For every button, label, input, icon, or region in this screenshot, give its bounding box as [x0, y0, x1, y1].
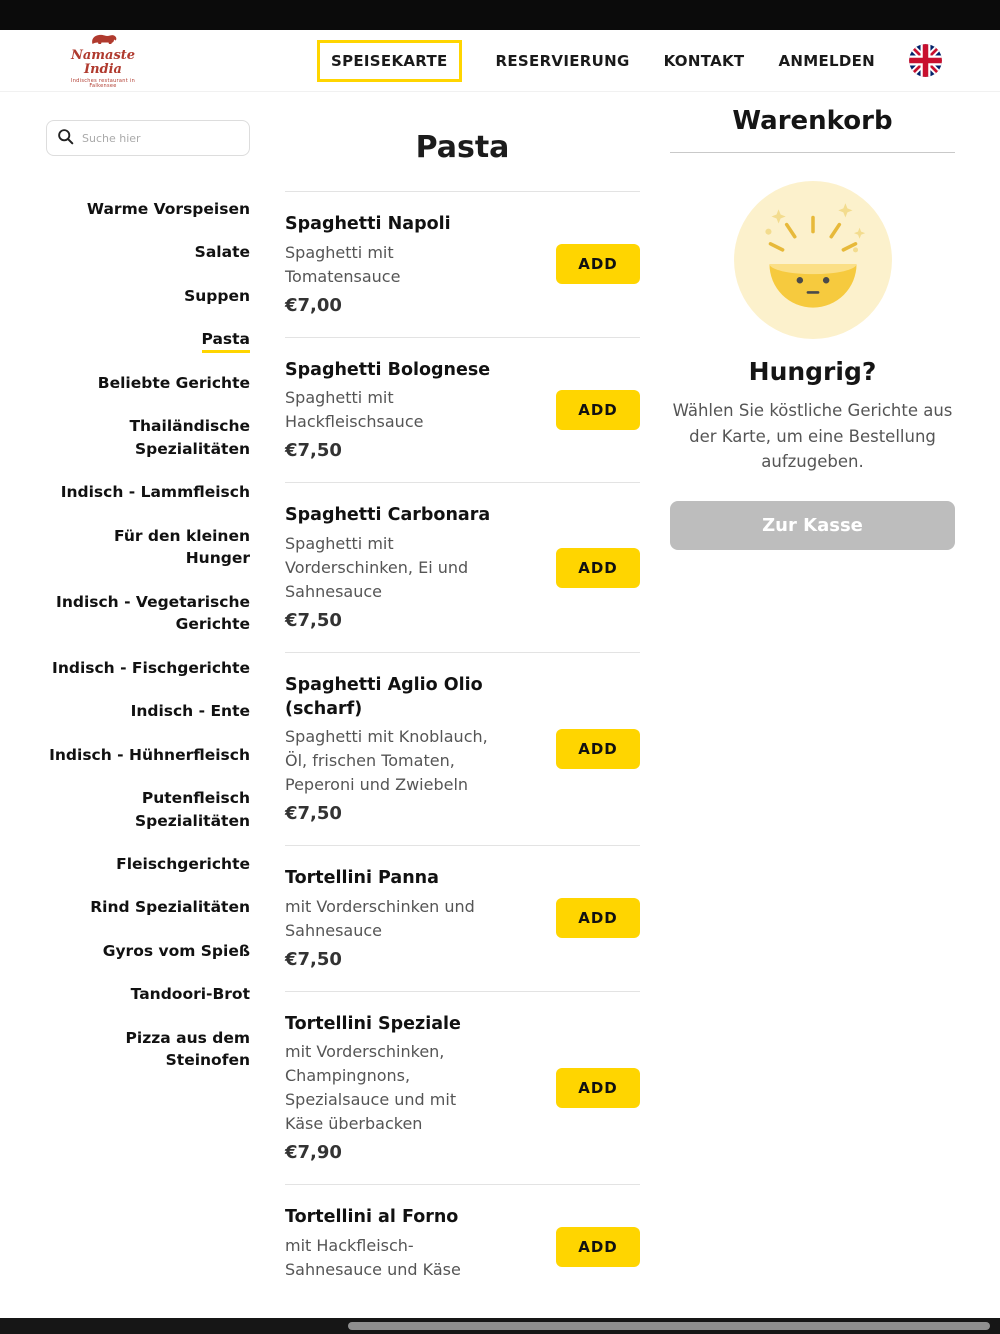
bowl-face-illustration: [732, 179, 894, 341]
restaurant-logo[interactable]: [58, 31, 148, 89]
dish-name: Tortellini Panna: [285, 868, 439, 889]
dish-price: €7,50: [285, 948, 342, 970]
elephant-logo-icon: [58, 31, 148, 49]
dish-price: €7,50: [285, 609, 342, 631]
add-to-cart-button[interactable]: ADD: [556, 1227, 640, 1267]
menu-column: [285, 112, 640, 1309]
dish-price: €7,00: [285, 294, 342, 316]
sidebar-item-indisch-ente[interactable]: Indisch - Ente: [130, 702, 250, 721]
nav-kontakt[interactable]: KONTAKT: [663, 51, 745, 70]
sidebar-item-thailaendische-spezialitaeten[interactable]: Thailändische Spezialitäten: [129, 417, 250, 458]
menu-item-spaghetti-bolognese: [285, 337, 640, 483]
horizontal-scrollbar[interactable]: [0, 1318, 1000, 1334]
dish-description: Spaghetti mit Hackfleischsauce: [285, 388, 424, 432]
menu-item-spaghetti-carbonara: [285, 482, 640, 652]
sidebar-item-pizza-aus-dem-steinofen[interactable]: Pizza aus dem Steinofen: [125, 1028, 250, 1070]
sidebar-item-rind-spezialitaeten[interactable]: Rind Spezialitäten: [90, 898, 250, 917]
nav-speisekarte[interactable]: SPEISEKARTE: [317, 40, 462, 82]
dish-description: mit Hackfleisch-Sahnesauce und Käse: [285, 1236, 461, 1279]
add-to-cart-button[interactable]: ADD: [556, 548, 640, 588]
search-input[interactable]: [82, 132, 232, 145]
dish-name: Tortellini al Forno: [285, 1207, 459, 1228]
uk-flag-icon[interactable]: [909, 44, 942, 77]
cart-panel: [670, 106, 955, 550]
cart-empty-heading: Hungrig?: [748, 357, 877, 386]
dish-price: €7,90: [285, 1142, 342, 1164]
menu-item-tortellini-speziale: [285, 991, 640, 1185]
menu-item-tortellini-al-forno: [285, 1184, 640, 1309]
dish-price: €7,50: [285, 440, 342, 462]
page-title: Pasta: [415, 130, 510, 165]
add-to-cart-button[interactable]: ADD: [556, 898, 640, 938]
header: [0, 30, 1000, 92]
menu-item-tortellini-panna: [285, 845, 640, 991]
dish-name: Spaghetti Napoli: [285, 214, 451, 234]
main-nav: [317, 40, 942, 82]
category-list: [46, 198, 250, 1072]
sidebar-item-fleischgerichte[interactable]: Fleischgerichte: [116, 854, 250, 873]
dish-name: Spaghetti Bolognese: [285, 359, 491, 380]
nav-anmelden[interactable]: ANMELDEN: [778, 51, 875, 70]
logo-title: Namaste India: [70, 48, 136, 78]
add-to-cart-button[interactable]: ADD: [556, 390, 640, 430]
cart-title: Warenkorb: [732, 106, 893, 136]
top-black-bar: [0, 0, 1000, 30]
scrollbar-thumb[interactable]: [348, 1322, 990, 1330]
sidebar-item-beliebte-gerichte[interactable]: Beliebte Gerichte: [97, 373, 250, 392]
logo-subtitle: Indisches restaurant in Falkensee: [70, 77, 136, 90]
cart-empty-text: Wählen Sie köstliche Gerichte aus der Karte, um eine Bestellung aufzugeben.: [672, 401, 953, 472]
sidebar-item-indisch-huehnerfleisch[interactable]: Indisch - Hühnerfleisch: [49, 745, 250, 764]
dish-name: Spaghetti Aglio Olio (scharf): [285, 674, 483, 719]
nav-reservierung[interactable]: RESERVIERUNG: [495, 51, 630, 70]
category-sidebar: [46, 120, 250, 1093]
sidebar-item-salate[interactable]: Salate: [194, 243, 250, 262]
sidebar-item-indisch-lammfleisch[interactable]: Indisch - Lammfleisch: [60, 483, 250, 502]
cart-divider: [670, 152, 955, 153]
sidebar-item-warme-vorspeisen[interactable]: Warme Vorspeisen: [86, 200, 250, 218]
menu-item-spaghetti-aglio-olio: [285, 652, 640, 845]
dish-description: mit Vorderschinken und Sahnesauce: [285, 896, 475, 940]
sidebar-item-pasta[interactable]: Pasta: [46, 328, 250, 350]
add-to-cart-button[interactable]: ADD: [556, 1068, 640, 1108]
sidebar-item-suppen[interactable]: Suppen: [184, 286, 250, 305]
dish-description: Spaghetti mit Knoblauch, Öl, frischen Tomaten, Peperoni und Zwiebeln: [285, 727, 488, 795]
search-box[interactable]: [46, 120, 250, 156]
dish-price: €7,50: [285, 803, 342, 825]
add-to-cart-button[interactable]: ADD: [556, 244, 640, 284]
sidebar-item-indisch-vegetarische-gerichte[interactable]: Indisch - Vegetarische Gerichte: [56, 592, 250, 634]
sidebar-item-putenfleisch-spezialitaeten[interactable]: Putenfleisch Spezialitäten: [134, 789, 250, 830]
sidebar-item-tandoori-brot[interactable]: Tandoori-Brot: [130, 985, 250, 1004]
dish-name: Spaghetti Carbonara: [285, 505, 491, 526]
sidebar-item-indisch-fischgerichte[interactable]: Indisch - Fischgerichte: [52, 658, 250, 677]
sidebar-item-gyros-vom-spiess[interactable]: Gyros vom Spieß: [102, 941, 250, 960]
dish-description: Spaghetti mit Tomatensauce: [285, 242, 401, 286]
checkout-button[interactable]: Zur Kasse: [670, 501, 955, 550]
dish-description: mit Vorderschinken, Champingnons, Spezialsauce und mit Käse überbacken: [285, 1042, 457, 1134]
menu-item-spaghetti-napoli: [285, 191, 640, 337]
sidebar-item-fuer-den-kleinen-hunger[interactable]: Für den kleinen Hunger: [114, 526, 250, 568]
add-to-cart-button[interactable]: ADD: [556, 729, 640, 769]
search-icon: [57, 128, 74, 149]
dish-name: Tortellini Speziale: [285, 1013, 461, 1034]
dish-description: Spaghetti mit Vorderschinken, Ei und Sahnesauce: [285, 533, 469, 601]
